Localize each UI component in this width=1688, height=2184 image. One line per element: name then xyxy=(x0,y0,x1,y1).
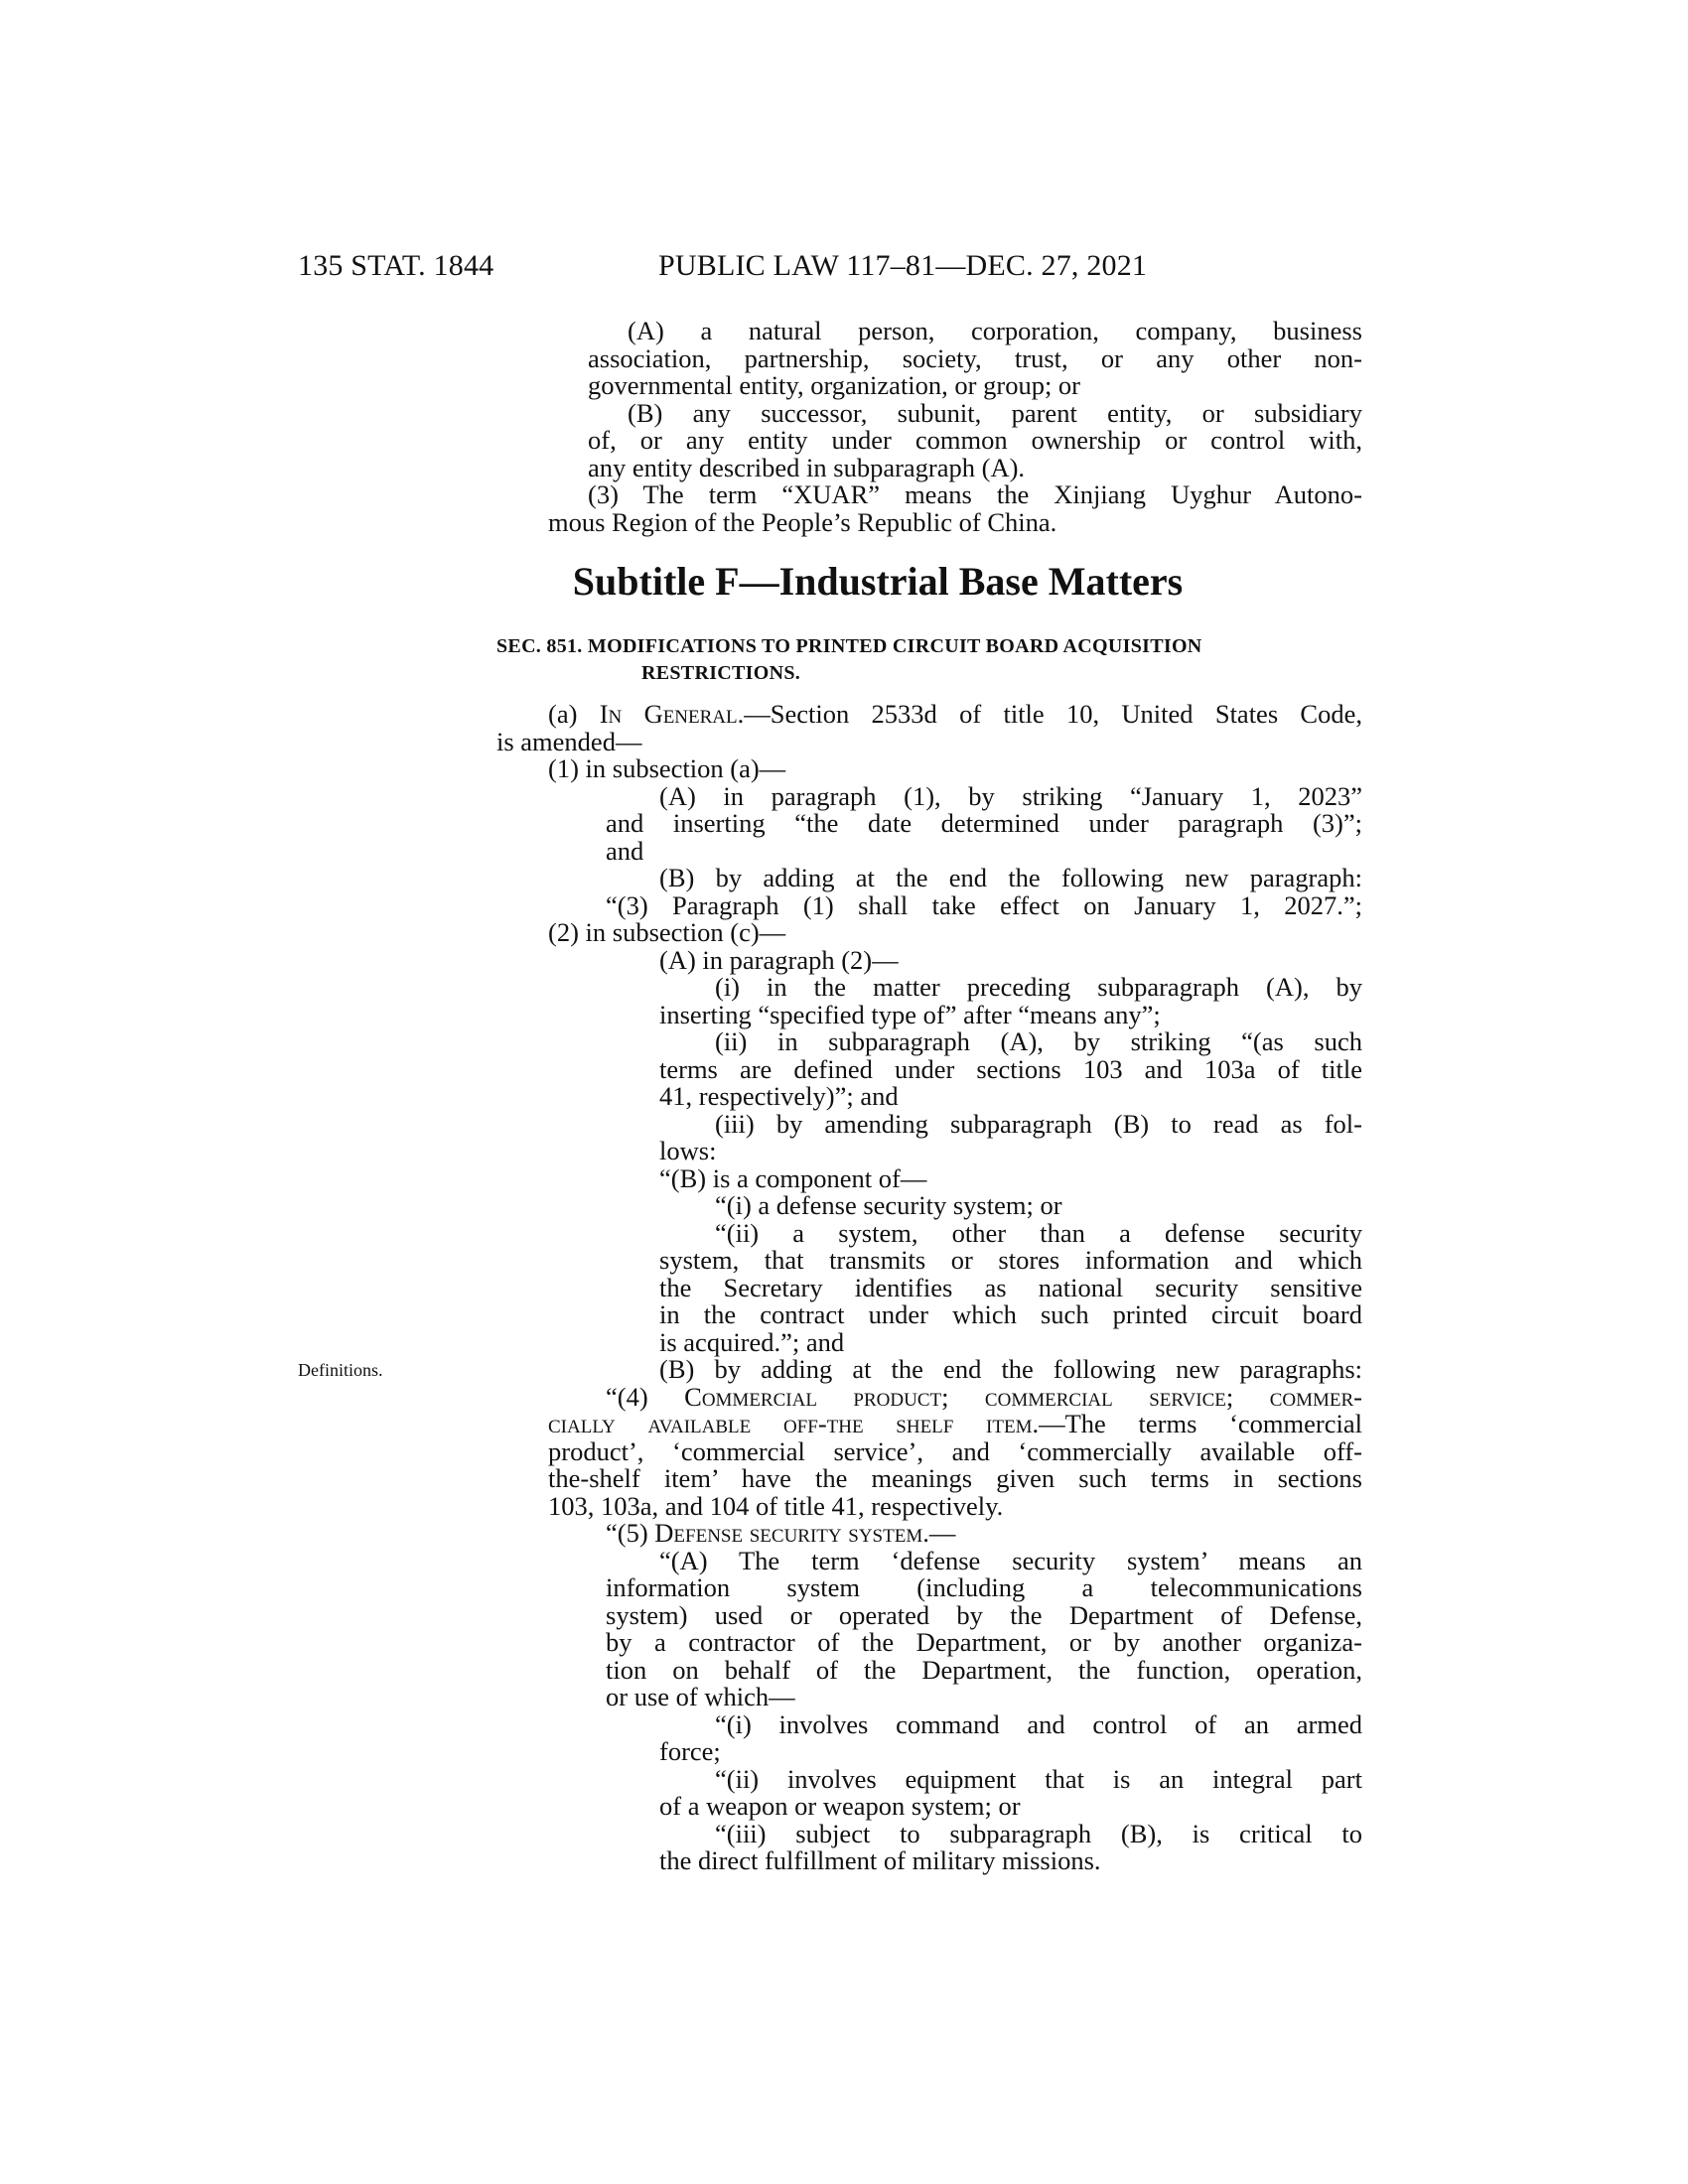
text-fragment: Defense security system xyxy=(654,1518,923,1548)
text-line: of, or any entity under common ownership or control with, xyxy=(588,425,1362,455)
text-line: any entity described in subparagraph (A). xyxy=(588,452,1026,482)
text-line: by a contractor of the Department, or by another organiza- xyxy=(606,1627,1362,1657)
stat-page-number: 135 STAT. 1844 xyxy=(298,249,494,282)
text-line: system) used or operated by the Department of Defense, xyxy=(606,1599,1362,1630)
text-line: (A) in paragraph (2)— xyxy=(659,944,899,975)
text-line: is acquired.”; and xyxy=(659,1326,845,1357)
margin-note: Definitions. xyxy=(298,1360,383,1380)
text-fragment: Commercial product; commercial service; commer- xyxy=(684,1381,1362,1412)
text-line: (i) in the matter preceding subparagraph (A), by xyxy=(715,972,1362,1002)
text-line: force; xyxy=(659,1736,721,1766)
text-line xyxy=(606,1520,1362,1548)
text-line: (2) in subsection (c)— xyxy=(548,917,786,947)
text-line: (B) by adding at the end the following new paragraph: xyxy=(659,863,1362,892)
text-line: “(A) The term ‘defense security system’ means an xyxy=(659,1545,1362,1575)
text-fragment: .—Section 2533d of title 10, United States Code, xyxy=(737,699,1362,729)
text-line xyxy=(606,1381,1362,1412)
text-line: (iii) by amending subparagraph (B) to read as fol- xyxy=(715,1108,1362,1139)
text-line: inserting “specified type of” after “means any”; xyxy=(659,999,1161,1029)
text-line: 41, respectively)”; and xyxy=(659,1081,899,1111)
text-fragment: cially available off-the shelf item xyxy=(548,1409,1033,1438)
text-line: (A) in paragraph (1), by striking “January 1, 2023” xyxy=(659,780,1362,811)
text-line: system, that transmits or stores information and which xyxy=(659,1245,1362,1275)
text-line: “(ii) a system, other than a defense security xyxy=(715,1217,1362,1248)
text-line: the-shelf item’ have the meanings given such terms in sections xyxy=(548,1463,1362,1493)
text-line: and inserting “the date determined under paragraph (3)”; xyxy=(606,808,1362,838)
running-header: PUBLIC LAW 117–81—DEC. 27, 2021 xyxy=(658,249,1148,282)
text-line: and xyxy=(606,835,644,866)
text-line: “(ii) involves equipment that is an integral part xyxy=(715,1763,1362,1794)
text-line: (B) any successor, subunit, parent entity, or subsidiary xyxy=(628,397,1362,428)
text-line: the Secretary identifies as national security sensitive xyxy=(659,1272,1362,1302)
text-line: “(i) a defense security system; or xyxy=(715,1190,1062,1220)
text-line: (ii) in subparagraph (A), by striking “(as such xyxy=(715,1026,1362,1056)
text-line: product’, ‘commercial service’, and ‘commercially available off- xyxy=(548,1435,1362,1466)
text-line: (1) in subsection (a)— xyxy=(548,753,786,783)
text-line: association, partnership, society, trust, or any other non- xyxy=(588,342,1362,373)
text-fragment: .—The terms ‘commercial xyxy=(1032,1409,1362,1438)
section-heading-continued: RESTRICTIONS. xyxy=(641,662,801,684)
text-line: terms are defined under sections 103 and 103a of title xyxy=(659,1053,1362,1084)
text-line: the direct fulfillment of military missions. xyxy=(659,1845,1101,1875)
text-fragment: “(5) xyxy=(606,1518,655,1548)
text-line: governmental entity, organization, or group; or xyxy=(588,370,1081,400)
text-line: or use of which— xyxy=(606,1682,795,1711)
text-fragment: .— xyxy=(922,1518,956,1548)
text-line: (3) The term “XUAR” means the Xinjiang Uyghur Autono- xyxy=(588,479,1362,509)
text-line: lows: xyxy=(659,1136,717,1165)
text-line: mous Region of the People’s Republic of China. xyxy=(548,506,1057,537)
text-line xyxy=(548,701,1362,729)
text-fragment: (a) xyxy=(548,699,600,729)
text-line: “(i) involves command and control of an armed xyxy=(715,1708,1362,1739)
text-line xyxy=(548,1411,1362,1438)
text-line: in the contract under which such printed circuit board xyxy=(659,1299,1362,1329)
text-line: (A) a natural person, corporation, company, business xyxy=(628,316,1362,345)
text-line: of a weapon or weapon system; or xyxy=(659,1791,1021,1821)
text-line: “(iii) subject to subparagraph (B), is critical to xyxy=(715,1818,1362,1848)
text-line: (B) by adding at the end the following new paragraphs: xyxy=(659,1354,1362,1384)
text-line: 103, 103a, and 104 of title 41, respectively. xyxy=(548,1490,1004,1521)
subtitle-heading: Subtitle F—Industrial Base Matters xyxy=(572,559,1184,604)
text-line: “(3) Paragraph (1) shall take effect on January 1, 2027.”; xyxy=(606,889,1362,920)
text-line: tion on behalf of the Department, the function, operation, xyxy=(606,1654,1362,1685)
text-fragment: “(4) xyxy=(606,1381,685,1412)
section-heading: SEC. 851. MODIFICATIONS TO PRINTED CIRCUIT BOARD ACQUISITION xyxy=(496,635,1202,657)
text-line: is amended— xyxy=(496,726,642,756)
text-fragment: In General xyxy=(599,699,738,729)
text-line: information system (including a telecommunications xyxy=(606,1572,1362,1602)
text-line: “(B) is a component of— xyxy=(659,1162,927,1193)
